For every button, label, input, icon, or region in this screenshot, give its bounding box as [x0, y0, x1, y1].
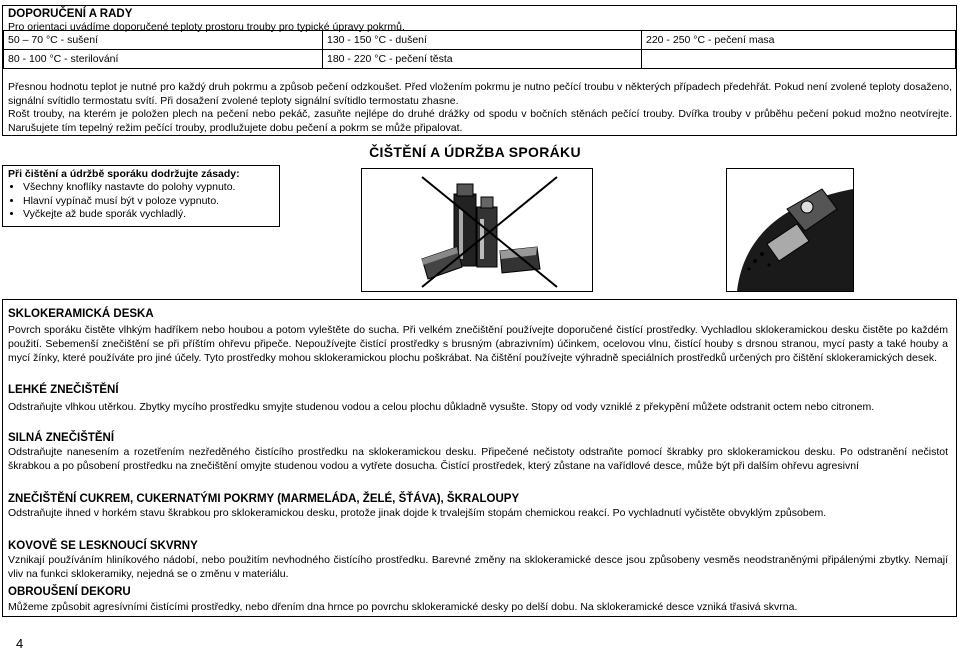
heavy-dirt-text: Odstraňujte nanesením a rozetřením nezředěného čistícího prostředku na sklokeramickou desku. Připečené nečistoty odstraňte pomocí škrabky pro sklokeramickou desku. Po odstranění nečistot škrabkou a po působení prostředku na znečištění omyjte studenou vodou a vytřete dosucha. Čistící prostředek, který zůstane na vařídlové desce, může být při dalším ohřevu agresivní: [8, 446, 948, 472]
glass-ceramic-title: SKLOKERAMICKÁ DESKA: [8, 308, 154, 320]
list-item: • Vyčkejte až bude sporák vychladlý.: [23, 208, 278, 222]
list-item: • Hlavní vypínač musí být v poloze vypnuto.: [23, 195, 278, 209]
prohibited-products-illustration: [361, 168, 593, 292]
sugar-dirt-title: ZNEČIŠTĚNÍ CUKREM, CUKERNATÝMI POKRMY (MARMELÁDA, ŽELÉ, ŠŤÁVA), ŠKRALOUPY: [8, 493, 520, 505]
table-cell: 220 - 250 °C - pečení masa: [642, 31, 956, 50]
metal-stains-title: KOVOVĚ SE LESKNOUCÍ SKVRNY: [8, 540, 198, 552]
scraper-illustration: [726, 168, 854, 292]
light-dirt-title: LEHKÉ ZNEČIŠTĚNÍ: [8, 384, 119, 396]
decor-abrasion-text: Můžeme způsobit agresívními čistícími prostředky, nebo dřením dna hrnce po povrchu sklokeramické desky po delší dobu. Na sklokeramické desce vzniká třasivá skvrna.: [8, 601, 798, 613]
list-item: • Všechny knoflíky nastavte do polohy vypnuto.: [23, 181, 278, 195]
prohibited-products-icon: [362, 169, 592, 291]
light-dirt-text: Odstraňujte vlhkou utěrkou. Zbytky mycího prostředku smyjte studenou vodou a celou plochu důkladně vysušte. Stopy od vody vzniklé z překypění můžete odstranit octem nebo citronem.: [8, 401, 875, 413]
table-row: [4, 31, 956, 50]
cleaning-rules: [8, 167, 278, 222]
temperature-table: [3, 30, 956, 69]
scraper-icon: [727, 169, 853, 291]
table-cell: [642, 50, 956, 69]
page-number: 4: [16, 636, 24, 651]
recommendations-title: DOPORUČENÍ A RADY: [8, 8, 133, 20]
recommendations-paragraph-2: Rošt trouby, na kterém je položen plech na pečení nebo pekáč, zasuňte nejlépe do druhé drážky od spodu v bočních stěnách pečící trouby. Dvířka trouby v průběhu pečení pokud možno neotvírejte. Narušujete tím tepelný režim pečící trouby, prodlužujete dobu pečení a pokrm se může připalovat.: [8, 108, 952, 134]
cleaning-rules-list: [8, 181, 278, 222]
table-cell: 180 - 220 °C - pečení těsta: [323, 50, 642, 69]
recommendations-intro: Pro orientaci uvádíme doporučené teploty prostoru trouby pro typické úpravy pokrmů.: [8, 21, 405, 33]
recommendations-paragraph-1: Přesnou hodnotu teplot je nutné pro každý druh pokrmu a způsob pečení odzkoušet. Před vložením pokrmu je nutno pečící troubu v některých případech předehřát. Pokud není zvolené teploty dosaženo, signální svítidlo termostatu svítí. Při dosažení zvolené teploty signální svítidlo termostatu zhasne.: [8, 81, 952, 107]
table-cell: 130 - 150 °C - dušení: [323, 31, 642, 50]
heavy-dirt-title: SILNÁ ZNEČIŠTĚNÍ: [8, 432, 115, 444]
table-row: [4, 50, 956, 69]
cleaning-title: ČIŠTĚNÍ A ÚDRŽBA SPORÁKU: [369, 144, 581, 160]
decor-abrasion-title: OBROUŠENÍ DEKORU: [8, 586, 131, 598]
glass-ceramic-text: Povrch sporáku čistěte vlhkým hadříkem nebo houbou a potom vyleštěte do sucha. Při velkém znečištění používejte doporučené čistící prostředky. Vychladlou sklokeramickou desku čistěte po každém použití. Sebemenší znečištění se při příštím ohřevu připeče. Nepoužívejte čistící prostředky s brusným (abrazivním) účinkem, ocelovou vlnu, čistící houby s drsnou stranou, mycí pasty a také houby a mycí žínky, které používáte pro jiné účely. Tyto prostředky mohou sklokeramickou plochu poškrábat. Na čištění používejte výhradně speciálních prostředků určených pro čištění sklokeramických desek.: [8, 324, 948, 364]
metal-stains-text: Vznikají používáním hliníkového nádobí, nebo použitím nevhodného čistícího prostředku. Barevné změny na sklokeramické desce jsou způsobeny vesměs neodstraněnými připálenými zbytky. Nemají vliv na funkci sklokeramiky, nejedná se o změnu v materiálu.: [8, 554, 948, 580]
table-cell: 50 – 70 °C - sušení: [4, 31, 323, 50]
sugar-dirt-text: Odstraňujte ihned v horkém stavu škrabkou pro sklokeramickou desku, protože jinak dojde k trvalejším stopám chemickou reakcí. Po vychladnutí vyčistěte obvyklým způsobem.: [8, 507, 827, 519]
cleaning-rules-title: Při čištění a údržbě sporáku dodržujte zásady:: [8, 168, 240, 180]
table-cell: 80 - 100 °C - sterilování: [4, 50, 323, 69]
